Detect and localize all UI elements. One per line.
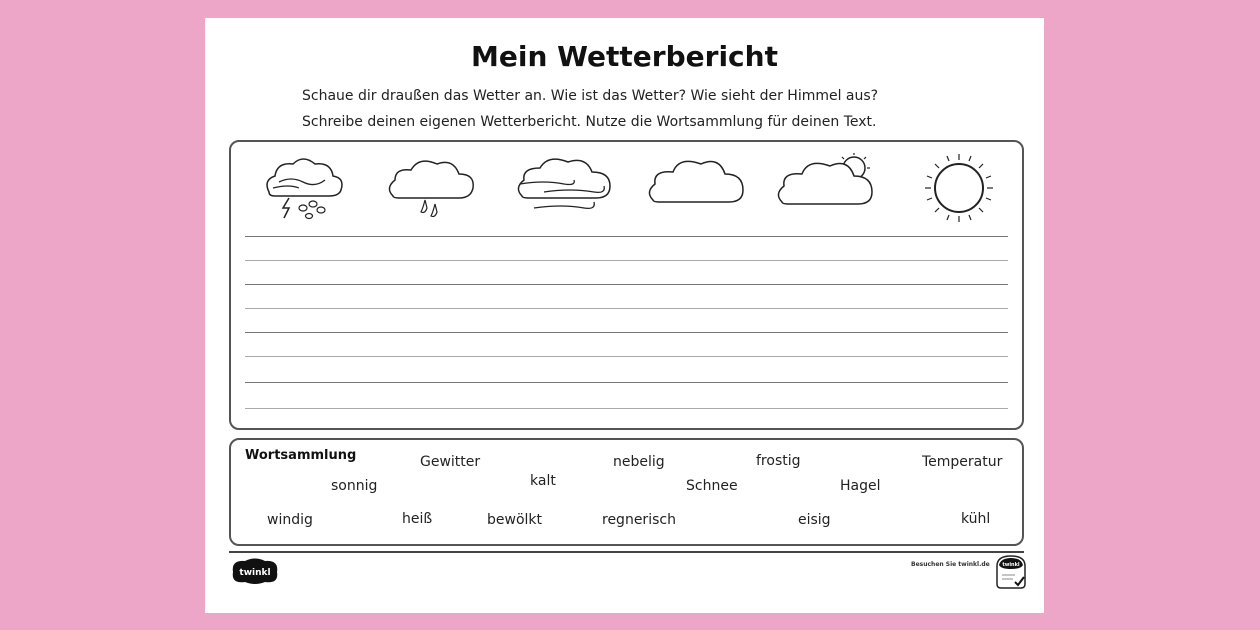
rain-cloud-icon xyxy=(383,152,483,224)
sun-behind-cloud-icon xyxy=(776,152,880,224)
storm-cloud-icon xyxy=(259,152,349,224)
word-bank-item: Gewitter xyxy=(420,454,481,470)
sun-icon xyxy=(923,152,995,224)
word-bank-heading: Wortsammlung xyxy=(245,448,357,463)
writing-line[interactable] xyxy=(245,356,1008,357)
footer-website-text: Besuchen Sie twinkl.de xyxy=(911,561,990,568)
quality-badge-icon xyxy=(993,554,1029,590)
instruction-line-1: Schaue dir draußen das Wetter an. Wie ist das Wetter? Wie sieht der Himmel aus? xyxy=(302,88,879,104)
page-title: Mein Wetterbericht xyxy=(471,40,778,73)
word-bank-item: kalt xyxy=(530,473,556,489)
footer-divider xyxy=(229,551,1024,553)
writing-line[interactable] xyxy=(245,260,1008,261)
word-bank-item: windig xyxy=(267,512,313,528)
word-bank-item: heiß xyxy=(402,511,433,527)
word-bank-item: Temperatur xyxy=(922,454,1003,470)
instruction-line-2: Schreibe deinen eigenen Wetterbericht. Nutze die Wortsammlung für deinen Text. xyxy=(302,114,877,130)
word-bank-item: sonnig xyxy=(331,478,378,494)
word-bank-item: Schnee xyxy=(686,478,738,494)
word-bank-item: nebelig xyxy=(613,454,665,470)
twinkl-logo-text: twinkl xyxy=(239,568,271,578)
word-bank-item: bewölkt xyxy=(487,512,543,528)
windy-cloud-icon xyxy=(514,152,618,224)
writing-line[interactable] xyxy=(245,382,1008,383)
worksheet-page xyxy=(205,18,1044,613)
cloud-icon xyxy=(645,152,749,224)
writing-line[interactable] xyxy=(245,332,1008,333)
word-bank-item: frostig xyxy=(756,453,801,469)
writing-line[interactable] xyxy=(245,236,1008,237)
word-bank-item: kühl xyxy=(961,511,991,527)
weather-report-box xyxy=(229,140,1024,430)
word-bank-box xyxy=(229,438,1024,546)
word-bank-item: eisig xyxy=(798,512,831,528)
word-bank-item: regnerisch xyxy=(602,512,676,528)
writing-line[interactable] xyxy=(245,408,1008,409)
writing-line[interactable] xyxy=(245,284,1008,285)
writing-line[interactable] xyxy=(245,308,1008,309)
badge-logo-text: twinkl xyxy=(1002,562,1020,568)
twinkl-logo[interactable] xyxy=(229,556,281,586)
word-bank-item: Hagel xyxy=(840,478,881,494)
